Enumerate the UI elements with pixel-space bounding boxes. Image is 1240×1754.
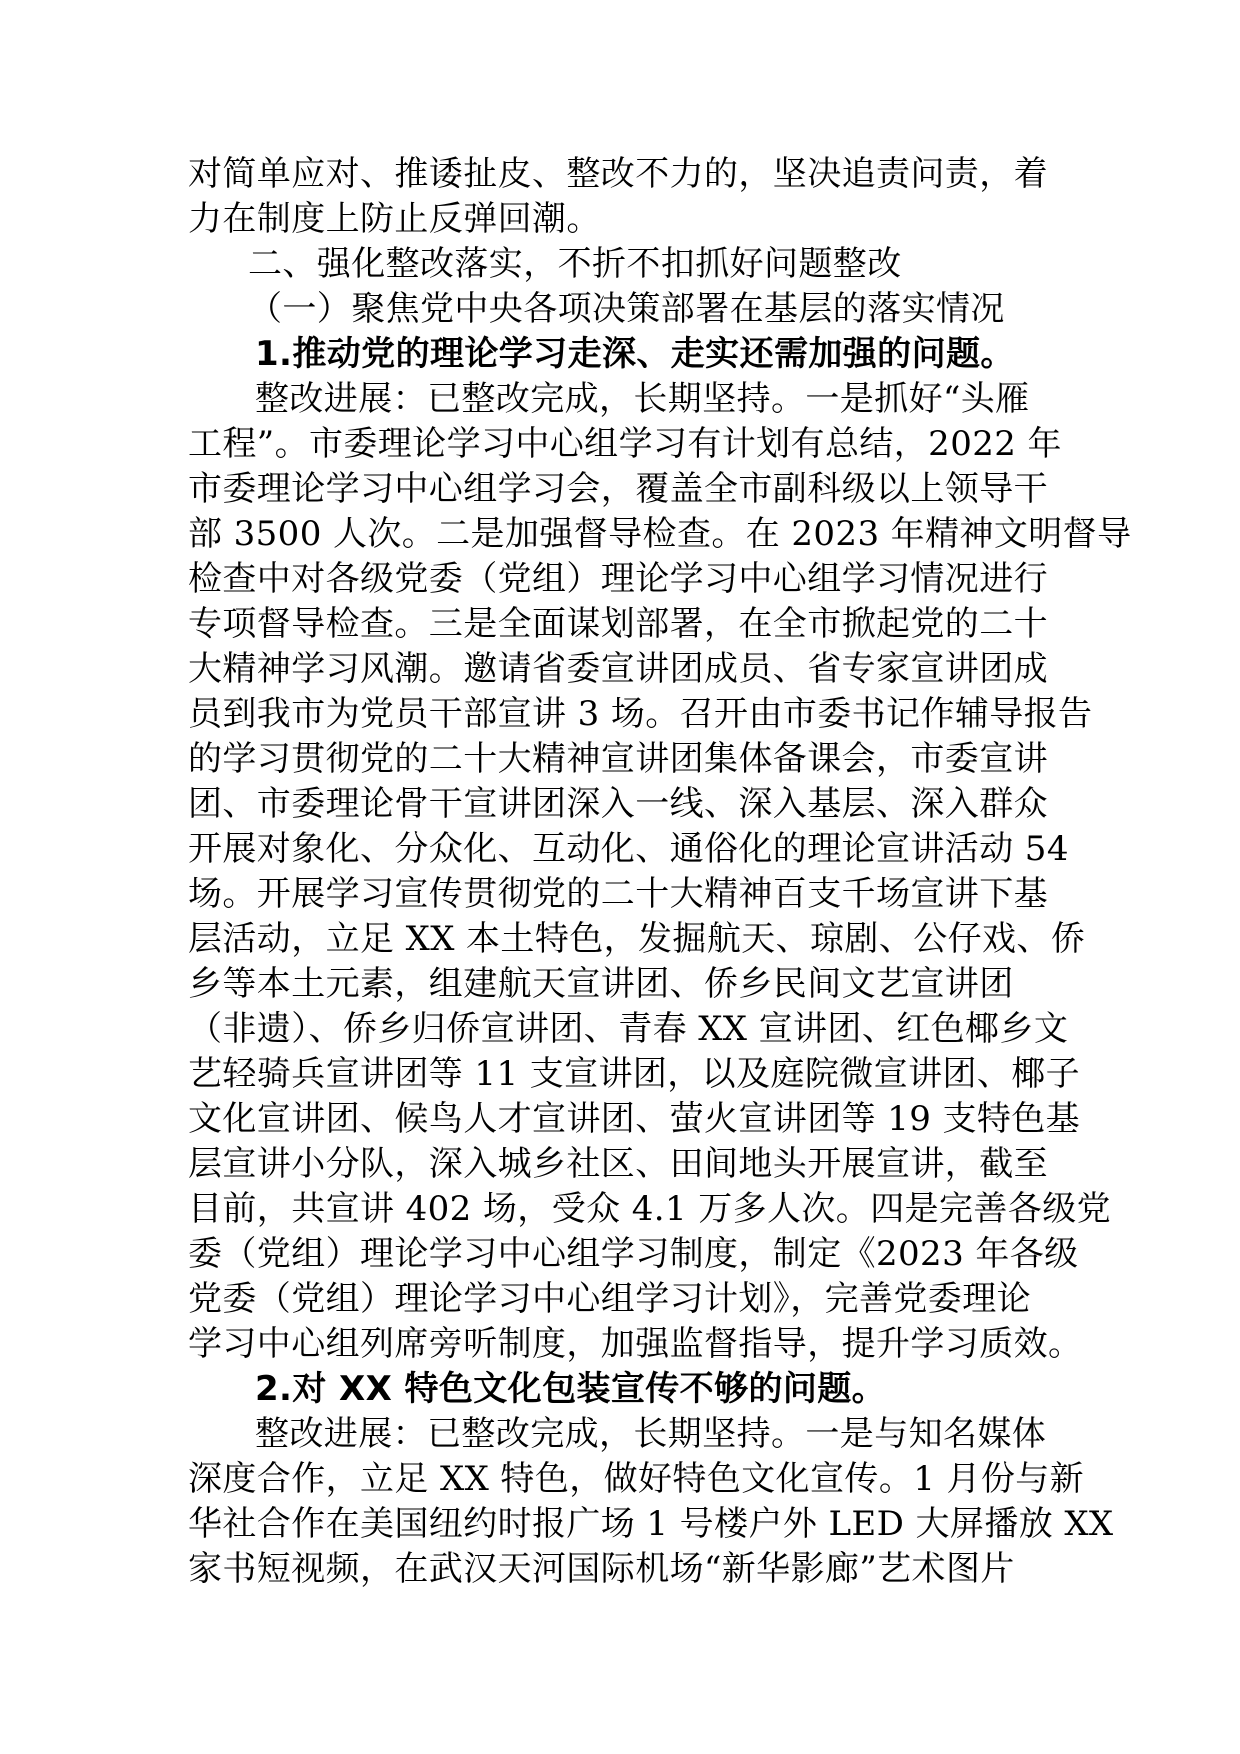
- paragraph-line: 员到我市为党员干部宣讲 3 场。召开由市委书记作辅导报告: [188, 694, 1093, 734]
- paragraph-line: 艺轻骑兵宣讲团等 11 支宣讲团，以及庭院微宣讲团、椰子: [188, 1054, 1081, 1094]
- paragraph-line: 团、市委理论骨干宣讲团深入一线、深入基层、深入群众: [188, 784, 1048, 824]
- section-heading: 二、强化整改落实，不折不扣抓好问题整改: [248, 244, 902, 284]
- paragraph-line: 场。开展学习宣传贯彻党的二十大精神百支千场宣讲下基: [188, 874, 1048, 914]
- item-heading-2: 2.对 XX 特色文化包装宣传不够的问题。: [255, 1369, 887, 1409]
- paragraph-line: 乡等本土元素，组建航天宣讲团、侨乡民间文艺宣讲团: [188, 964, 1014, 1004]
- paragraph-line: （非遗）、侨乡归侨宣讲团、青春 XX 宣讲团、红色椰乡文: [188, 1009, 1069, 1049]
- paragraph-line: 工程”。市委理论学习中心组学习有计划有总结，2022 年: [188, 424, 1062, 464]
- paragraph-line: 家书短视频，在武汉天河国际机场“新华影廊”艺术图片: [188, 1549, 1015, 1589]
- paragraph-line: 华社合作在美国纽约时报广场 1 号楼户外 LED 大屏播放 XX: [188, 1504, 1114, 1544]
- paragraph-line: 大精神学习风潮。邀请省委宣讲团成员、省专家宣讲团成: [188, 649, 1048, 689]
- paragraph-line: 市委理论学习中心组学习会，覆盖全市副科级以上领导干: [188, 469, 1048, 509]
- paragraph-line: 目前，共宣讲 402 场，受众 4.1 万多人次。四是完善各级党: [188, 1189, 1111, 1229]
- paragraph-line: 文化宣讲团、候鸟人才宣讲团、萤火宣讲团等 19 支特色基: [188, 1099, 1081, 1139]
- paragraph-line: 层宣讲小分队，深入城乡社区、田间地头开展宣讲，截至: [188, 1144, 1048, 1184]
- subsection-heading: （一）聚焦党中央各项决策部署在基层的落实情况: [248, 289, 1005, 329]
- paragraph-line: 深度合作，立足 XX 特色，做好特色文化宣传。1 月份与新: [188, 1459, 1085, 1499]
- paragraph-line: 党委（党组）理论学习中心组学习计划》，完善党委理论: [188, 1279, 1031, 1319]
- paragraph-line: 力在制度上防止反弹回潮。: [188, 199, 601, 239]
- paragraph-line: 的学习贯彻党的二十大精神宣讲团集体备课会，市委宣讲: [188, 739, 1048, 779]
- paragraph-line: 对简单应对、推诿扯皮、整改不力的，坚决追责问责，着: [188, 154, 1048, 194]
- paragraph-line: 层活动，立足 XX 本土特色，发掘航天、琼剧、公仔戏、侨: [188, 919, 1086, 959]
- paragraph-line: 检查中对各级党委（党组）理论学习中心组学习情况进行: [188, 559, 1048, 599]
- paragraph-line: 开展对象化、分众化、互动化、通俗化的理论宣讲活动 54: [188, 829, 1069, 869]
- paragraph-line: 专项督导检查。三是全面谋划部署，在全市掀起党的二十: [188, 604, 1048, 644]
- item-heading-1: 1.推动党的理论学习走深、走实还需加强的问题。: [255, 334, 1015, 374]
- paragraph-line: 学习中心组列席旁听制度，加强监督指导，提升学习质效。: [188, 1324, 1083, 1364]
- paragraph-line: 部 3500 人次。二是加强督导检查。在 2023 年精神文明督导: [188, 514, 1132, 554]
- paragraph-line: 整改进展：已整改完成，长期坚持。一是抓好“头雁: [255, 379, 1030, 419]
- document-body: [188, 152, 1132, 1592]
- paragraph-line: 整改进展：已整改完成，长期坚持。一是与知名媒体: [255, 1414, 1047, 1454]
- paragraph-line: 委（党组）理论学习中心组学习制度，制定《2023 年各级: [188, 1234, 1079, 1274]
